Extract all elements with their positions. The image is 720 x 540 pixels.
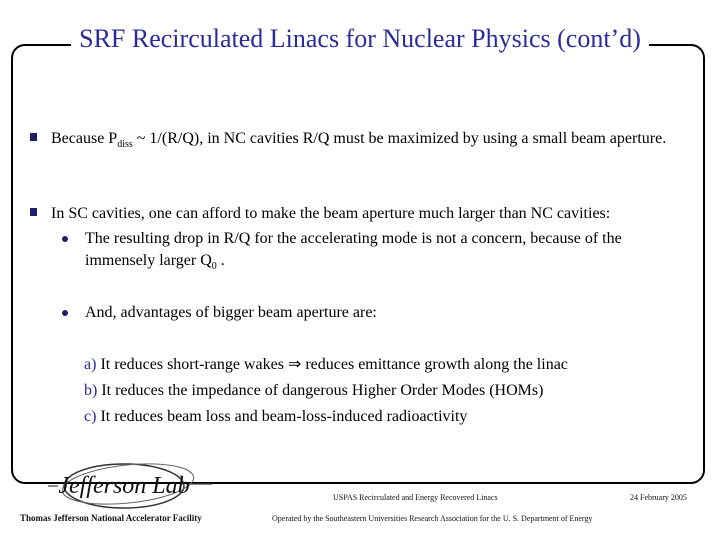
bullet-1-pre: Because P xyxy=(51,130,118,147)
bullet-1-subscript: diss xyxy=(117,139,133,151)
bullet-1-text xyxy=(51,128,691,156)
footer-org: Thomas Jefferson National Accelerator Facility xyxy=(20,513,202,523)
list-item-c xyxy=(84,404,568,430)
list-letter: b) xyxy=(84,382,98,399)
subbullet-1-subscript: 0 xyxy=(211,261,217,273)
subbullet-2-text: And, advantages of bigger beam aperture are: xyxy=(85,304,377,321)
list-item-a-pre: It reduces short-range wakes xyxy=(96,356,288,373)
footer-operator: Operated by the Southeastern Universities Research Association for the U. S. Department of Energy xyxy=(272,514,593,523)
footer-course: USPAS Recirculated and Energy Recovered Linacs xyxy=(333,493,498,502)
subbullet-1-text xyxy=(85,228,690,278)
subbullet-1-main: The resulting drop in R/Q for the accelerating mode is not a concern, because of the immensely larger Q xyxy=(85,230,622,269)
implies-arrow-icon: ⇒ xyxy=(287,356,302,373)
jefferson-lab-logo xyxy=(40,456,220,516)
list-item-b xyxy=(84,378,568,404)
list-letter: c) xyxy=(84,408,97,425)
square-bullet-icon xyxy=(30,133,37,141)
list-letter: a) xyxy=(84,356,97,373)
subbullet-1-tail: . xyxy=(216,252,225,269)
bullet-2-text: In SC cavities, one can afford to make the beam aperture much larger than NC cavities: xyxy=(51,205,611,222)
bullet-1-post: ~ 1/(R/Q), in NC cavities R/Q must be maximized by using a small beam aperture. xyxy=(132,130,667,147)
logo-text: Jefferson Lab xyxy=(58,473,190,499)
round-bullet-icon xyxy=(62,236,68,242)
footer-date: 24 February 2005 xyxy=(630,493,687,502)
slide-title: SRF Recirculated Linacs for Nuclear Physics (cont’d) xyxy=(71,22,649,56)
round-bullet-icon xyxy=(62,310,68,316)
advantages-list xyxy=(84,352,568,430)
list-item-a xyxy=(84,352,568,378)
list-item-b-text: It reduces the impedance of dangerous Higher Order Modes (HOMs) xyxy=(97,382,544,399)
square-bullet-icon xyxy=(30,208,37,216)
list-item-c-text: It reduces beam loss and beam-loss-induced radioactivity xyxy=(96,408,468,425)
list-item-a-post: reduces emittance growth along the linac xyxy=(301,356,568,373)
title-bar xyxy=(0,22,720,56)
